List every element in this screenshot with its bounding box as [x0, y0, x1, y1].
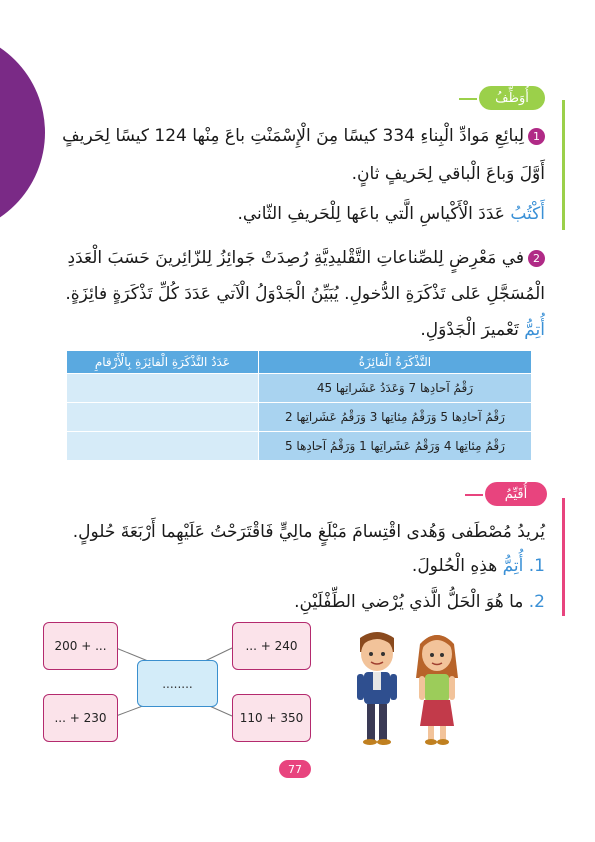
table-cell-description: رَقْمُ آحادِها 7 وَعَدَدُ عَشَراتِها 45 [258, 374, 531, 403]
solution-box-bottom-right[interactable]: 110 + 350 [232, 694, 311, 742]
exercise-2-line-2: الْمُسَجَّلِ عَلى تَذْكَرَةِ الدُّخولِ. يُبَيِّنُ الْجَدْوَلُ الْآتي عَدَدَ كُلِّ تَذْكَرَةٍ فائِزَةٍ. [65, 284, 545, 304]
exercise-1-text-3: عَدَدَ الْأَكْياسِ الَّتي باعَها لِلْحَريفِ الثّاني. [237, 204, 511, 224]
amount-box-center[interactable]: ........ [137, 660, 218, 707]
item-2-number: 2. [528, 592, 545, 612]
complete-instruction: أُتِمُّ [524, 320, 545, 340]
tag-apply: أُوَظِّفُ [479, 86, 545, 110]
exercise-1-bullet: 1 [528, 128, 545, 145]
girl-figure [416, 635, 458, 745]
header-ticket-number: عَدَدُ التَّذْكَرَةِ الْفائِزَةِ بِالْأَرْقامِ [67, 351, 259, 374]
boy-figure [357, 632, 397, 745]
table-cell-description: رَقْمُ مِئاتِها 4 وَرَقْمُ عَشَراتِها 1 وَرَقْمُ آحادِها 5 [258, 432, 531, 461]
write-instruction: أَكْتُبُ [510, 204, 545, 224]
tag-evaluate: أُقَيِّمُ [485, 482, 547, 506]
exercise-2-bullet: 2 [528, 250, 545, 267]
exercise-1-text-1: لِبائِعِ مَوادِّ الْبِناءِ 334 كيسًا مِنَ الْإِسْمَنْتِ باعَ مِنْها 124 كيسًا لِحَريفٍ [62, 126, 524, 146]
solution-box-bottom-left[interactable]: ... + 230 [43, 694, 118, 742]
page-number: 77 [279, 760, 311, 778]
item-2-text: ما هُوَ الْحَلُّ الَّذي يُرْضي الطِّفْلَيْنِ. [294, 592, 524, 612]
exercise-2-text-3: تَعْميرَ الْجَدْوَلِ. [420, 320, 525, 340]
item-1-number: 1. [528, 556, 545, 576]
header-winning-ticket: التَّذْكَرَةُ الْفائِزَةُ [258, 351, 531, 374]
solution-box-top-left[interactable]: 200 + ... [43, 622, 118, 670]
table-cell-description: رَقْمُ آحادِها 5 وَرَقْمُ مِئاتِها 3 وَرَقْمُ عَشَراتِها 2 [258, 403, 531, 432]
children-illustration [340, 628, 480, 753]
solution-box-top-right[interactable]: ... + 240 [232, 622, 311, 670]
exercise-3-line-1: يُريدُ مُصْطَفى وَهُدى اقْتِسامَ مَبْلَغٍ مالِيٍّ فَاقْتَرَحْتُ عَلَيْهِما أَرْبَعَةَ حُلولٍ. [72, 522, 545, 542]
exercise-1-line-2: أَوَّلَ وَباعَ الْباقي لِحَريفٍ ثانٍ. [351, 164, 545, 184]
item-1-text: هذِهِ الْحُلولَ. [411, 556, 503, 576]
complete-instruction-2: أُتِمُّ [502, 556, 524, 576]
exercise-2-text-1: في مَعْرِضٍ لِلصِّناعاتِ التَّقْليدِيَّةِ رُصِدَتْ جَوائِزُ لِلزّائِرينَ حَسَبَ الْعَدَدِ [67, 248, 524, 268]
